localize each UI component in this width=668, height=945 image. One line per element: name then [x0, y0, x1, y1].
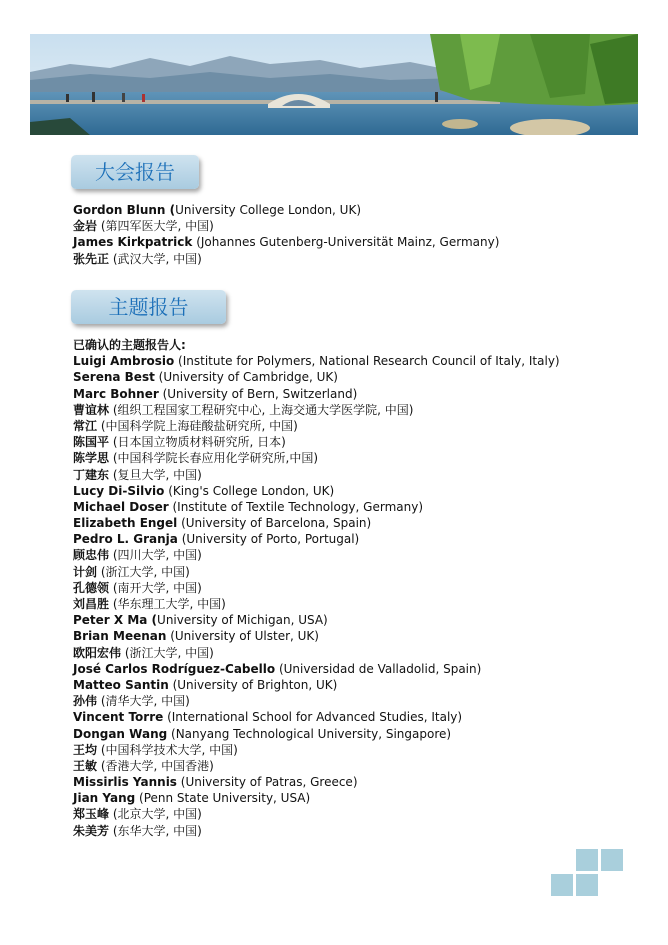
speaker-name: Lucy Di-Silvio	[73, 483, 165, 498]
keynote-section-title: 主题报告	[71, 290, 226, 324]
speaker-affiliation: (组织工程国家工程研究中心, 上海交通大学医学院, 中国)	[109, 402, 414, 417]
list-item	[73, 596, 560, 612]
speaker-name: Pedro L. Granja	[73, 532, 178, 547]
speaker-affiliation: (清华大学, 中国)	[97, 694, 190, 709]
speaker-affiliation: (日本国立物质材料研究所, 日本)	[109, 435, 286, 450]
banner-image	[30, 34, 638, 135]
speaker-affiliation: (浙江大学, 中国)	[97, 564, 190, 579]
speaker-affiliation: (第四军医大学, 中国)	[97, 219, 214, 234]
plenary-section-title: 大会报告	[71, 155, 199, 189]
speaker-affiliation: University College London, UK)	[175, 203, 362, 217]
speaker-name: 常江	[73, 418, 98, 433]
speaker-name: 王敏	[73, 758, 98, 773]
speaker-affiliation: (King's College London, UK)	[164, 483, 335, 498]
speaker-affiliation: (武汉大学, 中国)	[109, 251, 202, 266]
list-item	[73, 234, 499, 250]
speaker-name: Luigi Ambrosio	[73, 354, 175, 369]
speaker-name: Missirlis Yannis	[73, 775, 177, 790]
list-item	[73, 369, 560, 385]
deco-square	[576, 874, 598, 896]
list-item	[73, 726, 560, 742]
speaker-affiliation: (University of Bern, Switzerland)	[158, 386, 358, 401]
speaker-affiliation: (中国科学院长春应用化学研究所,中国)	[109, 451, 319, 466]
speaker-affiliation: (香港大学, 中国香港)	[97, 758, 214, 773]
list-item	[73, 645, 560, 661]
speaker-affiliation: (Universidad de Valladolid, Spain)	[275, 661, 482, 676]
deco-square	[601, 849, 623, 871]
speaker-affiliation: (Institute of Textile Technology, Germany)	[168, 499, 423, 514]
speaker-affiliation: (Nanyang Technological University, Singapore)	[167, 726, 452, 741]
list-item	[73, 661, 560, 677]
speaker-name: Gordon Blunn (	[73, 203, 176, 217]
speaker-name: 丁建东	[73, 467, 110, 482]
list-item	[73, 628, 560, 644]
speaker-name: Elizabeth Engel	[73, 516, 178, 531]
speaker-name: José Carlos Rodríguez-Cabello	[73, 661, 276, 676]
speaker-affiliation: (中国科学院上海硅酸盐研究所, 中国)	[97, 418, 298, 433]
speaker-affiliation: (University of Cambridge, UK)	[154, 370, 338, 385]
speaker-affiliation: (International School for Advanced Studies, Italy)	[163, 710, 463, 725]
list-item	[73, 790, 560, 806]
speaker-name: 顾忠伟	[73, 548, 110, 563]
speaker-name: 朱美芳	[73, 823, 110, 838]
speaker-name: 郑玉峰	[73, 807, 110, 822]
list-item	[73, 434, 560, 450]
list-item	[73, 467, 560, 483]
deco-square	[576, 849, 598, 871]
list-item	[73, 693, 560, 709]
speaker-affiliation: (南开大学, 中国)	[109, 580, 202, 595]
speaker-affiliation: (University of Brighton, UK)	[168, 677, 338, 692]
list-item	[73, 547, 560, 563]
speaker-affiliation: University of Michigan, USA)	[157, 613, 328, 628]
list-item	[73, 677, 560, 693]
deco-square	[551, 874, 573, 896]
speaker-name: Vincent Torre	[73, 710, 164, 725]
list-item	[73, 758, 560, 774]
speaker-name: 欧阳宏伟	[73, 645, 122, 660]
speaker-affiliation: (四川大学, 中国)	[109, 548, 202, 563]
speaker-affiliation: (University of Patras, Greece)	[176, 775, 358, 790]
list-item	[73, 418, 560, 434]
list-item	[73, 251, 499, 267]
speaker-name: Serena Best	[73, 370, 155, 385]
speaker-name: 张先正	[73, 251, 110, 266]
speaker-name: Peter X Ma (	[73, 613, 158, 628]
speaker-name: 陈国平	[73, 435, 110, 450]
list-item	[73, 742, 560, 758]
list-item	[73, 709, 560, 725]
speaker-affiliation: (University of Barcelona, Spain)	[177, 516, 372, 531]
list-item	[73, 823, 560, 839]
plenary-speaker-list	[73, 202, 499, 267]
keynote-speaker-list	[73, 337, 560, 839]
speaker-name: 孔德领	[73, 580, 110, 595]
speaker-name: Brian Meenan	[73, 629, 167, 644]
list-item	[73, 531, 560, 547]
list-item	[73, 515, 560, 531]
speaker-affiliation: (东华大学, 中国)	[109, 823, 202, 838]
speaker-name: 曹谊林	[73, 402, 110, 417]
speaker-name: Dongan Wang	[73, 726, 168, 741]
speaker-affiliation: (北京大学, 中国)	[109, 807, 202, 822]
list-item	[73, 612, 560, 628]
speaker-name: Michael Doser	[73, 499, 169, 514]
speaker-name: 计剑	[73, 564, 98, 579]
speaker-name: 孙伟	[73, 694, 98, 709]
list-item	[73, 218, 499, 234]
speaker-affiliation: (中国科学技术大学, 中国)	[97, 742, 238, 757]
list-item	[73, 402, 560, 418]
speaker-name: Marc Bohner	[73, 386, 159, 401]
list-item	[73, 774, 560, 790]
lake-landscape-illustration	[30, 34, 638, 135]
list-item	[73, 499, 560, 515]
speaker-name: 陈学思	[73, 451, 110, 466]
speaker-affiliation: (Johannes Gutenberg-Universität Mainz, Germany)	[192, 235, 500, 250]
speaker-name: 金岩	[73, 219, 98, 234]
keynote-intro: 已确认的主题报告人:	[73, 338, 186, 352]
speaker-name: 王均	[73, 742, 98, 757]
speaker-affiliation: (University of Porto, Portugal)	[177, 532, 360, 547]
list-item	[73, 806, 560, 822]
list-item	[73, 202, 499, 218]
speaker-affiliation: (浙江大学, 中国)	[121, 645, 214, 660]
speaker-affiliation: (University of Ulster, UK)	[166, 629, 319, 644]
speaker-affiliation: (Penn State University, USA)	[135, 791, 311, 806]
speaker-name: James Kirkpatrick	[73, 235, 193, 250]
speaker-affiliation: (复旦大学, 中国)	[109, 467, 202, 482]
speaker-affiliation: (华东理工大学, 中国)	[109, 597, 226, 611]
list-item	[73, 580, 560, 596]
list-item	[73, 386, 560, 402]
speaker-name: Matteo Santin	[73, 677, 169, 692]
list-item	[73, 353, 560, 369]
list-item	[73, 483, 560, 499]
speaker-name: 刘昌胜	[73, 597, 110, 611]
speaker-name: Jian Yang	[73, 791, 136, 806]
list-item	[73, 450, 560, 466]
speaker-affiliation: (Institute for Polymers, National Research Council of Italy, Italy)	[174, 354, 560, 369]
list-item	[73, 564, 560, 580]
